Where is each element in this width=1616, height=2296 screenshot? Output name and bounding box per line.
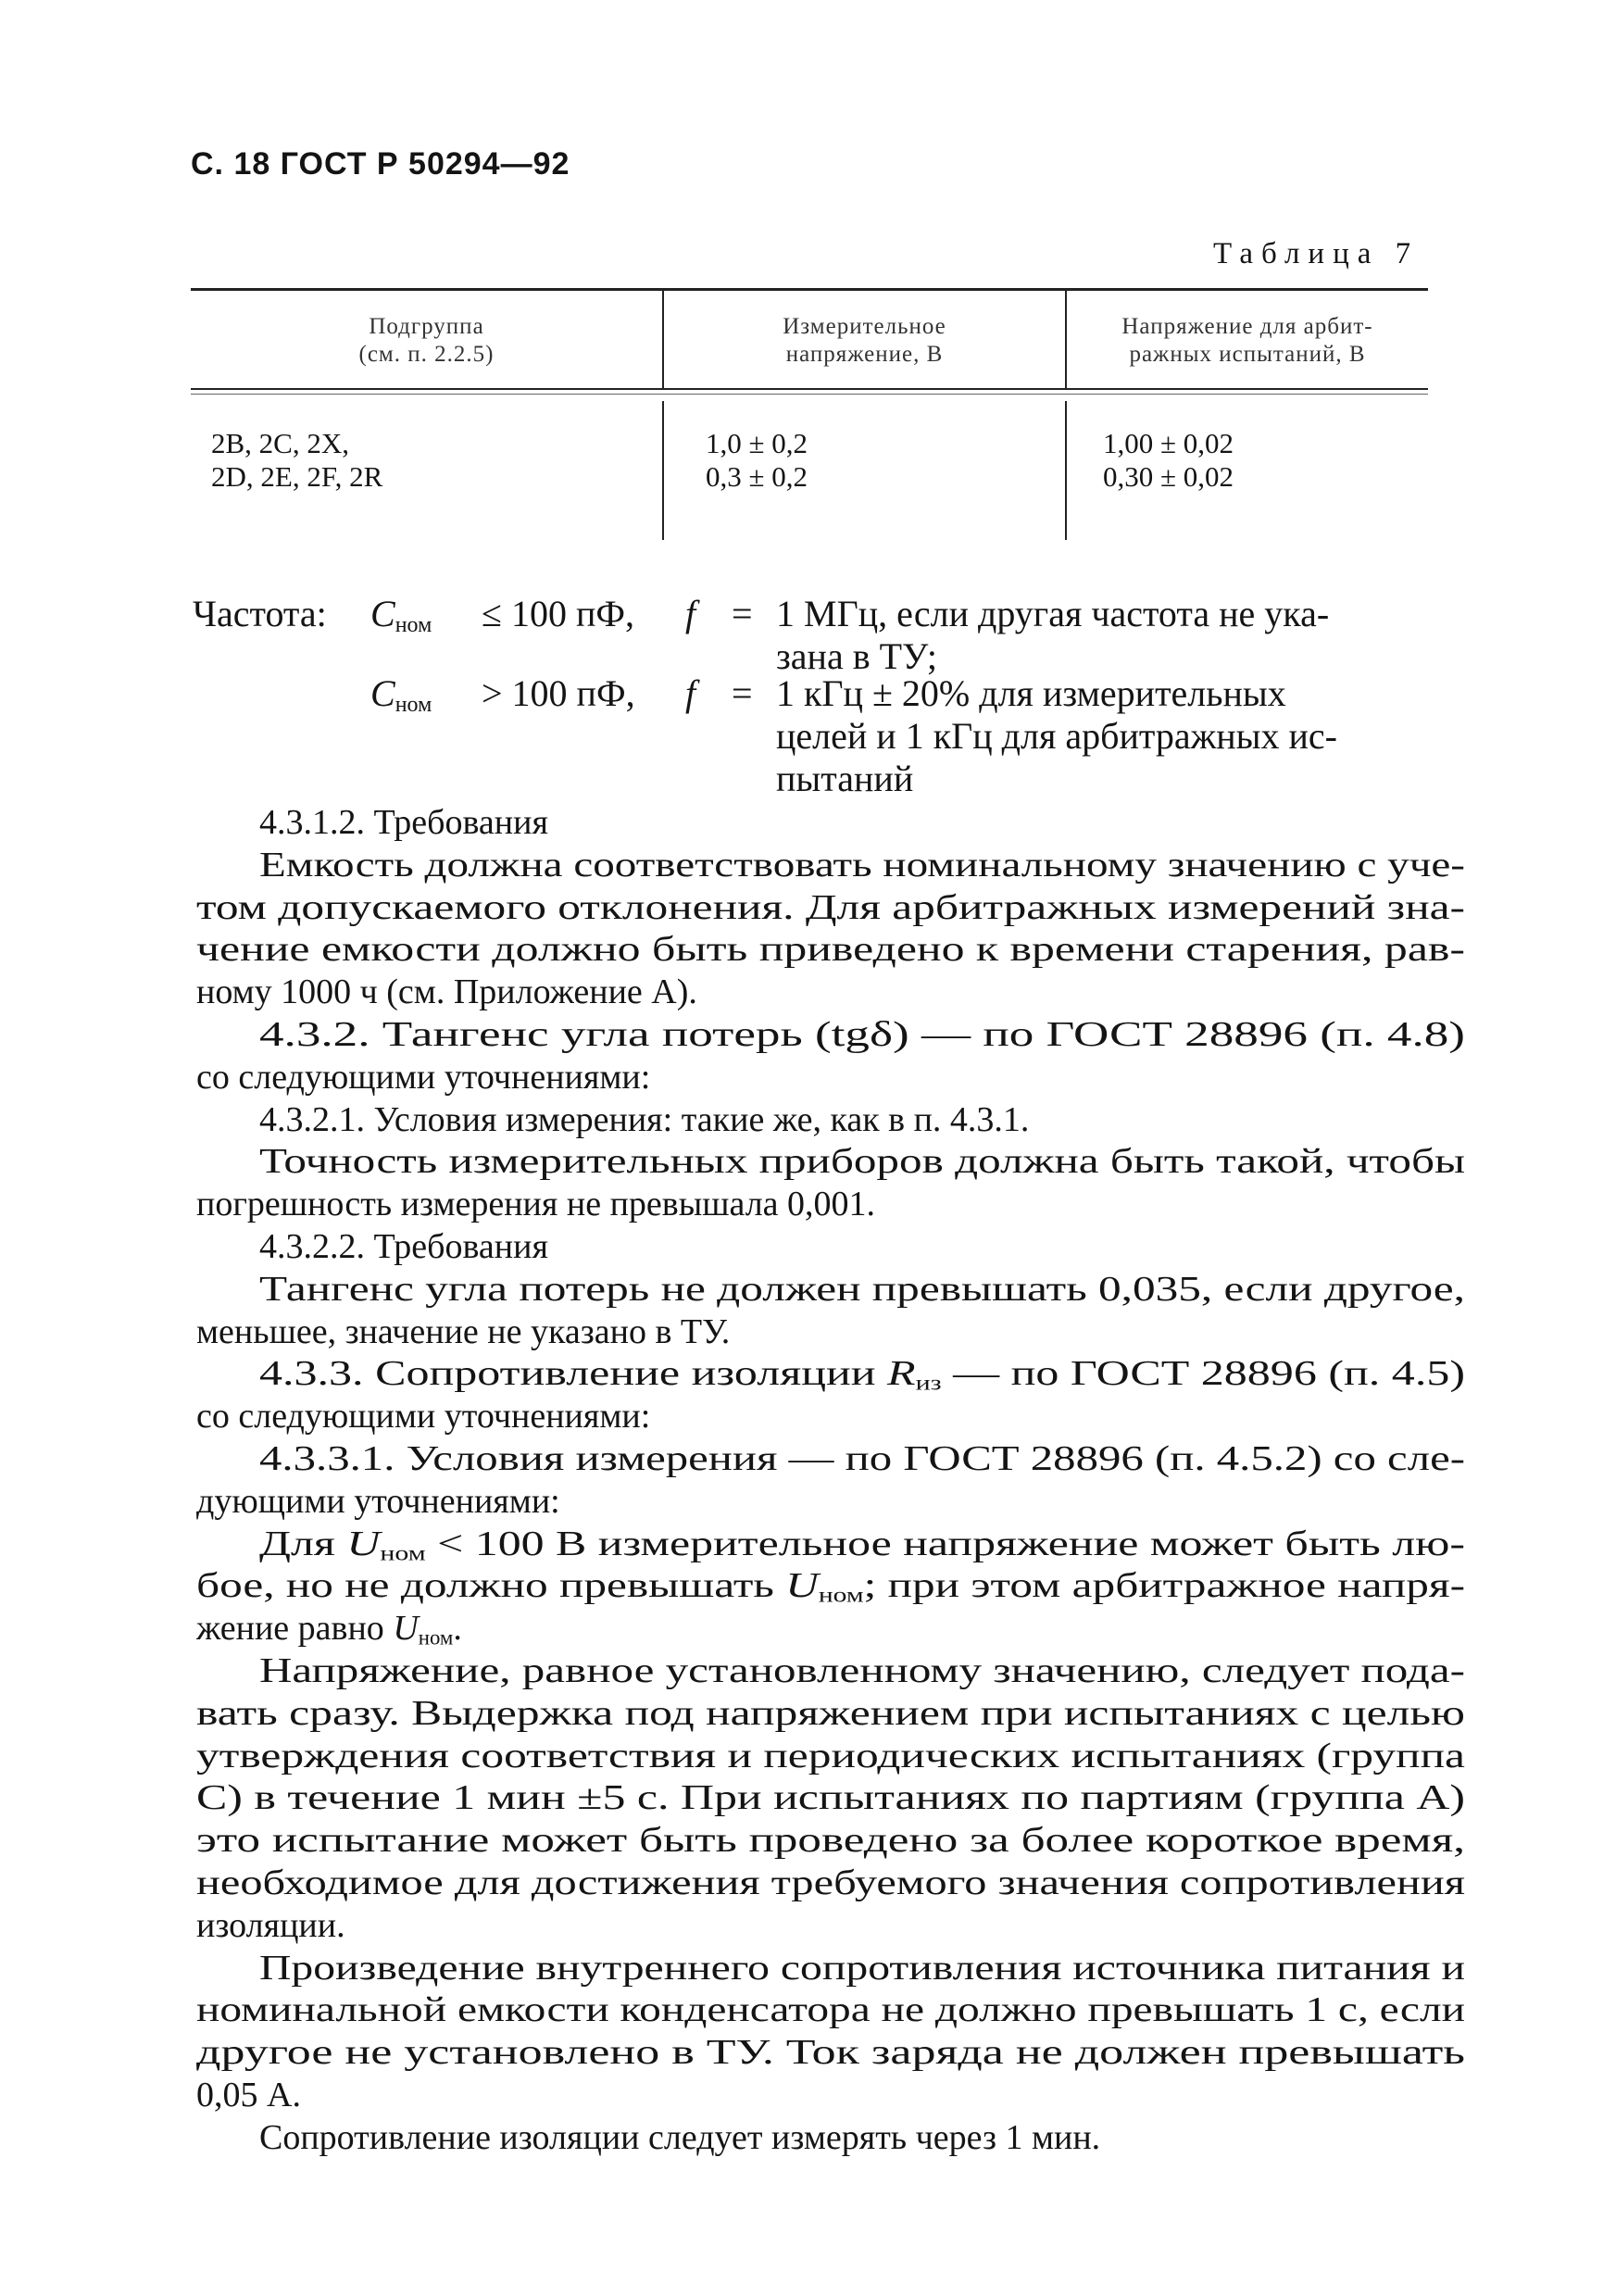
frequency-symbol: f: [685, 593, 696, 634]
text-line: [0, 1907, 1616, 1944]
column-header-subgroup: Подгруппа (см. п. 2.2.5): [358, 314, 495, 367]
text-line: [0, 1695, 1616, 1732]
text-line-content: Для $U_{ном} < 100$ В измерительное напряжение может быть лю-: [259, 1524, 1465, 1565]
table-column-divider: [662, 401, 664, 540]
equals-sign: =: [732, 672, 753, 714]
text-line: [0, 1143, 1616, 1180]
frequency-condition-2: > 100 пФ,: [482, 672, 635, 714]
text-line-content: Сопротивление изоляции следует измерять через 1 мин.: [259, 2118, 1101, 2157]
text-line-content: Емкость должна соответствовать номинальному значению с уче-: [259, 846, 1465, 885]
table-top-rule: [191, 288, 1428, 291]
text-line: [0, 1779, 1616, 1816]
text-line: [0, 1313, 1616, 1350]
text-line: [0, 1822, 1616, 1859]
text-line-content: 4.3.3. Сопротивление изоляции $R_{из}$ — по ГОСТ 28896 (п. 4.5): [259, 1354, 1465, 1395]
frequency-capacitance-1: $C_{ном}$: [370, 593, 432, 637]
text-line-content: Точность измерительных приборов должна быть такой, чтобы: [259, 1142, 1465, 1181]
text-line-content: 4.3.2.2. Требования: [259, 1227, 548, 1266]
text-line: [0, 2076, 1616, 2114]
text-line-content: 0,05 А.: [196, 2076, 301, 2114]
text-line-content: 4.3.2. Тангенс угла потерь (tgδ) — по ГОСТ 28896 (п. 4.8): [259, 1015, 1465, 1054]
text-line-content: номинальной емкости конденсатора не должно превышать 1 с, если: [196, 1990, 1465, 2029]
column-header-arbitration-voltage: Напряжение для арбит- ражных испытаний, В: [1121, 314, 1373, 367]
table-caption: Таблица 7: [1213, 237, 1420, 270]
text-line-content: Тангенс угла потерь не должен превышать 0,035, если другое,: [259, 1270, 1465, 1309]
equals-sign: =: [732, 593, 753, 634]
text-line: [0, 1440, 1616, 1477]
frequency-capacitance-2: $C_{ном}$: [370, 672, 432, 717]
text-line: [0, 1864, 1616, 1901]
table-cell-measuring: 1,0 ± 0,2 0,3 ± 0,2: [706, 427, 808, 493]
text-line: [0, 1652, 1616, 1689]
text-line: [0, 1059, 1616, 1096]
text-line-content: 4.3.3.1. Условия измерения — по ГОСТ 28896 (п. 4.5.2) со сле-: [259, 1439, 1465, 1478]
text-line: [0, 1991, 1616, 2028]
text-line-content: это испытание может быть проведено за более короткое время,: [196, 1821, 1465, 1860]
page-header: С. 18 ГОСТ Р 50294—92: [191, 146, 570, 182]
text-line-content: погрешность измерения не превышала 0,001.: [196, 1185, 876, 1223]
text-line-content: Напряжение, равное установленному значению, следует пода-: [259, 1651, 1465, 1690]
text-line-content: 4.3.1.2. Требования: [259, 803, 548, 842]
text-line-content: меньшее, значение не указано в ТУ.: [196, 1312, 731, 1351]
table-cell-arbitration: 1,00 ± 0,02 0,30 ± 0,02: [1103, 427, 1234, 493]
text-line: [0, 2034, 1616, 2071]
text-line: [0, 1524, 1616, 1565]
frequency-text-1: 1 МГц, если другая частота не ука- зана в ТУ;: [776, 593, 1330, 677]
text-line-content: чение емкости должно быть приведено к времени старения, рав-: [196, 930, 1465, 969]
text-line-content: утверждения соответствия и периодических испытаниях (группа: [196, 1737, 1465, 1775]
text-line: [0, 1016, 1616, 1053]
text-line: [0, 1950, 1616, 1987]
text-line-content: со следующими уточнениями:: [196, 1397, 651, 1436]
text-line-content: том допускаемого отклонения. Для арбитражных измерений зна-: [196, 888, 1465, 927]
text-line: [0, 931, 1616, 968]
table-column-divider: [1065, 401, 1067, 540]
text-line: [0, 1271, 1616, 1308]
frequency-symbol: f: [685, 672, 696, 714]
text-line: [0, 1609, 1616, 1650]
frequency-condition-1: ≤ 100 пФ,: [482, 593, 634, 634]
text-line: [0, 1483, 1616, 1520]
text-line: [0, 1738, 1616, 1775]
table-header-rule: [191, 388, 1428, 390]
frequency-text-2: 1 кГц ± 20% для измерительных целей и 1 кГц для арбитражных ис- пытаний: [776, 672, 1337, 799]
text-line-content: С) в течение 1 мин ±5 с. При испытаниях по партиям (группа А): [196, 1778, 1465, 1817]
text-line: [0, 1228, 1616, 1265]
text-line: [0, 1101, 1616, 1138]
text-line-content: другое не установлено в ТУ. Ток заряда не должен превышать: [196, 2033, 1465, 2072]
table-header-rule-second: [191, 394, 1428, 395]
text-line-content: вать сразу. Выдержка под напряжением при испытаниях с целью: [196, 1694, 1465, 1733]
text-line: [0, 1398, 1616, 1435]
text-line-content: 4.3.2.1. Условия измерения: такие же, как в п. 4.3.1.: [259, 1100, 1030, 1139]
text-line: [0, 1186, 1616, 1223]
text-line: [0, 804, 1616, 841]
text-line: [0, 1354, 1616, 1395]
text-line: [0, 2119, 1616, 2156]
text-line: [0, 847, 1616, 884]
text-line: [0, 1566, 1616, 1607]
text-line-content: дующими уточнениями:: [196, 1482, 560, 1521]
table-cell-subgroups: 2B, 2C, 2X, 2D, 2E, 2F, 2R: [211, 427, 383, 493]
text-line-content: бое, но не должно превышать $U_{ном}$; при этом арбитражное напря-: [196, 1566, 1465, 1607]
column-header-measuring-voltage: Измерительное напряжение, В: [783, 314, 946, 367]
text-line-content: ному 1000 ч (см. Приложение А).: [196, 972, 697, 1011]
text-line-content: Произведение внутреннего сопротивления источника питания и: [259, 1949, 1465, 1988]
text-line-content: со следующими уточнениями:: [196, 1058, 651, 1097]
frequency-label: Частота:: [193, 593, 327, 634]
text-line-content: изоляции.: [196, 1906, 345, 1945]
text-line: [0, 973, 1616, 1010]
text-line: [0, 889, 1616, 926]
text-line-content: необходимое для достижения требуемого значения сопротивления: [196, 1863, 1465, 1902]
text-line-content: жение равно $U_{ном}$.: [196, 1609, 462, 1650]
